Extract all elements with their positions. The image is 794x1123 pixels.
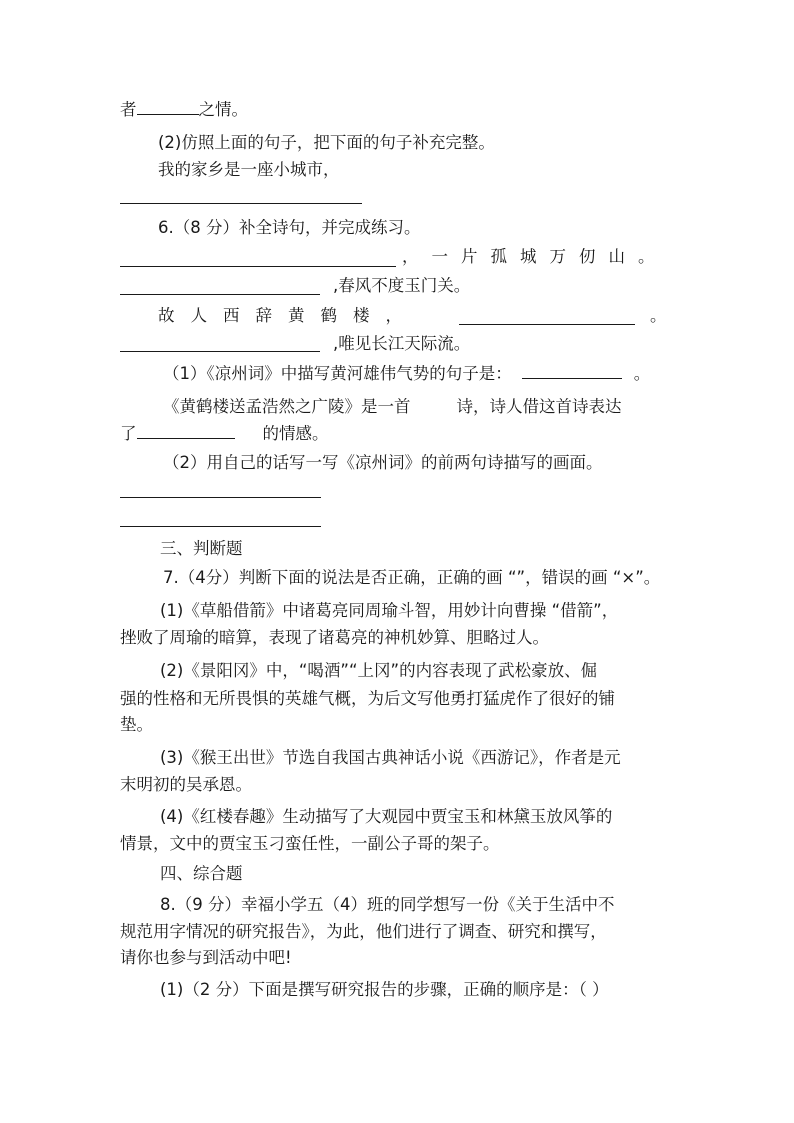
poem-line: ,唯见长江天际流。: [333, 334, 471, 353]
question-text: (4)《红楼春趣》生动描写了大观园中贾宝玉和林黛玉放风筝的: [160, 807, 613, 826]
answer-blank[interactable]: [137, 423, 235, 439]
question-text: [163, 363, 650, 383]
poem-line: 。: [650, 306, 667, 325]
answer-line[interactable]: [120, 497, 321, 498]
question-text: 规范用字情况的研究报告》，为此，他们进行了调查、研究和撰写，: [120, 922, 607, 941]
line-text: 。: [633, 364, 651, 383]
answer-blank[interactable]: [522, 363, 622, 379]
question-text: [163, 397, 622, 417]
poem-line: 故人西辞黄鹤楼，: [158, 306, 418, 325]
section-heading: 三、判断题: [160, 539, 243, 558]
answer-line[interactable]: [120, 294, 320, 295]
line-text: 《黄鹤楼送孟浩然之广陵》是一首: [163, 397, 411, 416]
question-text: [120, 423, 329, 443]
line-text: 诗，诗人借这首诗表达: [456, 397, 622, 416]
question-title: 6.（8 分）补全诗句，并完成练习。: [158, 218, 421, 237]
answer-line[interactable]: [120, 266, 396, 267]
answer-blank[interactable]: [137, 99, 199, 115]
line-text: 之情。: [198, 100, 248, 119]
poem-line: ,春风不度玉门关。: [333, 276, 471, 295]
answer-line[interactable]: [120, 203, 362, 204]
question-text: (1)（2 分）下面是撰写研究报告的步骤，正确的顺序是：（ ）: [160, 980, 609, 999]
line-text: 了: [120, 424, 137, 443]
question-text: 请你也参与到活动中吧!: [120, 948, 292, 967]
question-text: (2)《景阳冈》中，“喝酒”“上冈”的内容表现了武松豪放、倔: [160, 661, 598, 680]
question-text: 挫败了周瑜的暗算，表现了诸葛亮的神机妙算、胆略过人。: [120, 628, 549, 647]
question-text: 强的性格和无所畏惧的英雄气概，为后文写他勇打猛虎作了很好的铺: [120, 689, 615, 708]
text-line: [120, 99, 248, 119]
answer-line[interactable]: [459, 324, 635, 325]
question-text: (1)《草船借箭》中诸葛亮同周瑜斗智，用妙计向曹操 “借箭”，: [160, 601, 619, 620]
question-title: 7.（4分）判断下面的说法是否正确，正确的画 “”，错误的画 “×”。: [163, 568, 661, 587]
question-title: 8.（9 分）幸福小学五（4）班的同学想写一份《关于生活中不: [160, 895, 615, 914]
question-text: 情景，文中的贾宝玉刁蛮任性，一副公子哥的架子。: [120, 834, 500, 853]
question-text: 末明初的吴承恩。: [120, 775, 252, 794]
text-line: (2)仿照上面的句子，把下面的句子补充完整。: [158, 133, 495, 152]
line-text: 的情感。: [262, 424, 329, 443]
text-line: 我的家乡是一座小城市，: [158, 160, 340, 179]
section-heading: 四、综合题: [160, 864, 243, 883]
answer-line[interactable]: [120, 351, 320, 352]
line-text: 者: [120, 100, 137, 119]
question-text: （2）用自己的话写一写《凉州词》的前两句诗描写的画面。: [163, 453, 603, 472]
line-text: （1）《凉州词》中描写黄河雄伟气势的句子是：: [163, 364, 512, 383]
answer-line[interactable]: [120, 526, 321, 527]
question-text: 垫。: [120, 715, 153, 734]
question-text: (3)《猴王出世》节选自我国古典神话小说《西游记》，作者是元: [160, 748, 621, 767]
poem-line: ，一片孤城万仞山。: [402, 247, 668, 266]
